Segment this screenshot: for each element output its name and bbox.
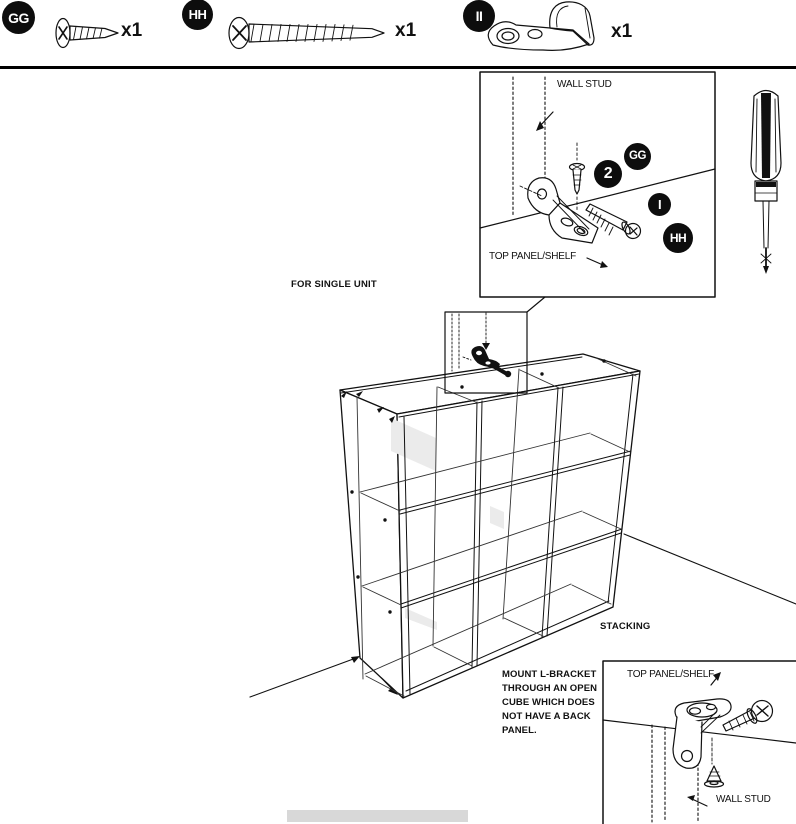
floor-line-left (250, 658, 356, 697)
badge-label: HH (669, 231, 687, 245)
badge-label: GG (629, 149, 646, 162)
pan-head-screw-icon (229, 18, 384, 49)
gg-screw-drawing (705, 766, 724, 787)
note-line: NOT HAVE A BACK (502, 711, 591, 722)
for-single-unit-label: FOR SINGLE UNIT (291, 279, 377, 290)
quantity-label: x1 (611, 21, 633, 42)
cube-organizer-drawing (250, 354, 796, 698)
l-bracket-icon (488, 2, 594, 51)
note-line: THROUGH AN OPEN (502, 683, 598, 694)
l-bracket-drawing (673, 699, 731, 768)
wall-stud-arrow (692, 799, 707, 806)
stacking-label: STACKING (600, 621, 651, 632)
screwdriver-icon (751, 91, 781, 275)
part-badge-label: II (475, 8, 483, 24)
callout-badge-gg (624, 143, 651, 170)
note-line: PANEL. (502, 725, 537, 736)
gg-screw-drawing (570, 143, 585, 211)
note-line: CUBE WHICH DOES (502, 697, 595, 708)
callout-badge-hh (663, 223, 693, 253)
floor-line-right (624, 534, 796, 604)
wall-stud-label: WALL STUD (557, 79, 612, 90)
part-badge-label: GG (8, 9, 29, 26)
inset-connector-line (527, 297, 545, 312)
note-line: MOUNT L-BRACKET (502, 669, 597, 680)
part-badge-label: HH (188, 7, 207, 22)
flat-head-screw-icon (56, 19, 118, 48)
top-panel-shelf-label: TOP PANEL/SHELF (627, 669, 715, 680)
divider-rule (0, 66, 796, 69)
quantity-label: x1 (395, 20, 417, 41)
step-number-badge (594, 160, 622, 188)
panel-arrow (587, 258, 603, 265)
step-number: 2 (603, 165, 613, 182)
quantity-label: x1 (121, 20, 143, 41)
wall-stud-label: WALL STUD (716, 794, 771, 805)
mount-note (502, 668, 597, 738)
detail-inset-top-box (480, 72, 715, 297)
part-badge-ii (463, 0, 495, 32)
badge-label: I (657, 197, 662, 212)
bottom-grey-bar (287, 810, 468, 822)
callout-badge-i (648, 193, 671, 216)
top-panel-shelf-label: TOP PANEL/SHELF (489, 251, 577, 262)
part-badge-hh (182, 0, 213, 30)
part-badge-gg (2, 1, 35, 34)
